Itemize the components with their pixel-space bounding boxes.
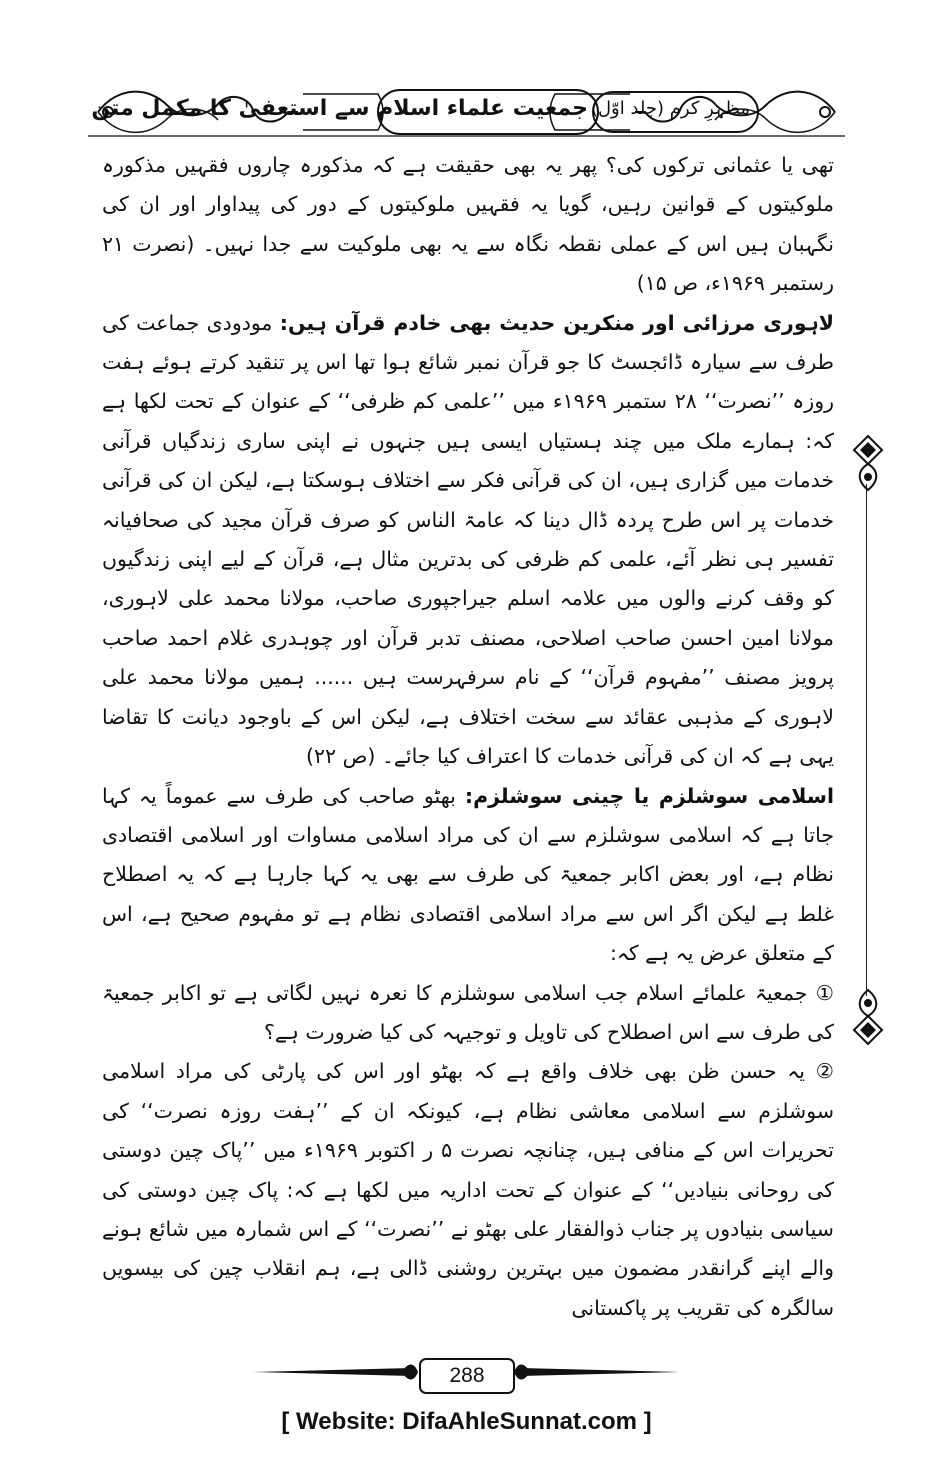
paragraph (102, 146, 834, 304)
margin-rule (866, 484, 867, 996)
paragraph (102, 777, 834, 974)
header-subtitle: مظہرِ کرم (جلد اوّل) (590, 98, 750, 119)
paragraph-text: مودودی جماعت کی طرف سے سیارہ ڈائجسٹ کا جو قرآن نمبر شائع ہوا تھا اس پر تنقید کرتے ہوئے ہفت روزہ ’’نصرت‘‘ ۲۸ ستمبر ۱۹۶۹ء میں ’’علمی کم ظرفی‘‘ کے عنوان کے تحت لکھا ہے کہ: ہمارے ملک میں چند ہستیاں ایسی ہیں جنہوں نے اپنی ساری زندگیاں قرآنی خدمات میں گزاری ہیں، ان کی قرآنی فکر سے اختلاف ہوسکتا ہے، لیکن ان کی قرآنی خدمات پر اس طرح پردہ ڈال دینا کہ عامۃ الناس کو صرف قرآن مجید کی صحافیانہ تفسیر ہی نظر آئے، علمی کم ظرفی کی بدترین مثال ہے، قرآن کے لیے اپنی زندگیوں کو وقف کرنے والوں میں علامہ اسلم جیراجپوری صاحب، مولانا محمد علی لاہوری، مولانا امین احسن صاحب اصلاحی، مصنف تدبر قرآن اور چوہدری غلام احمد صاحب پرویز مصنف ’’مفہوم قرآن‘‘ کے نام سرفہرست ہیں ...... ہمیں مولانا محمد علی لاہوری کے مذہبی عقائد سے سخت اختلاف ہے، لیکن اس کے باوجود دیانت کا تقاضا یہی ہے کہ ان کی قرآنی خدمات کا اعتراف کیا جائے۔ (ص ۲۲) (102, 310, 834, 769)
paragraph-text: ① جمعیۃ علمائے اسلام جب اسلامی سوشلزم کا نعرہ نہیں لگاتی ہے تو اکابر جمعیۃ کی طرف سے اس اصطلاح کی تاویل و توجیہہ کی کیا ضرورت ہے؟ (102, 980, 834, 1044)
paragraph-text: تھی یا عثمانی ترکوں کی؟ پھر یہ بھی حقیقت ہے کہ مذکورہ چاروں فقہیں مذکورہ ملوکیتوں کے قوانین رہیں، گویا یہ فقہیں ملوکیتوں کے دور کی پیداوار اور ان کی نگہبان ہیں اس کے عملی نقطہ نگاہ سے یہ بھی ملوکیت سے جدا نہیں۔ (نصرت ۲۱ رستمبر ۱۹۶۹ء، ص ۱۵) (102, 153, 834, 296)
page-number: 288 (419, 1358, 515, 1394)
floral-ornament-top (848, 434, 888, 492)
body-text (102, 146, 834, 1328)
list-item (102, 1052, 834, 1328)
floral-ornament-bottom (848, 988, 888, 1046)
header-title: جمعیت علماء اسلام سے استعفیٰ کا مکمل متن (91, 96, 588, 121)
paragraph (102, 304, 834, 777)
paragraph-text: بھٹو صاحب کی طرف سے عموماً یہ کہا جاتا ہے کہ اسلامی سوشلزم سے ان کی مراد اسلامی مساوات اور اسلامی اقتصادی نظام ہے، اور بعض اکابر جمعیۃ کی طرف سے بھی یہ کہا جارہا ہے کہ یہ اصطلاح غلط ہے لیکن اگر اس سے مراد اسلامی اقتصادی نظام ہے تو مفہوم صحیح ہے، اس کے متعلق عرض یہ ہے کہ: (102, 783, 834, 966)
running-header (88, 86, 845, 138)
paragraph-heading: اسلامی سوشلزم یا چینی سوشلزم: (464, 783, 834, 808)
paragraph-text: ② یہ حسن ظن بھی خلاف واقع ہے کہ بھٹو اور اس کی پارٹی کی مراد اسلامی سوشلزم سے اسلامی معاشی نظام ہے، کیونکہ ان کے ’’ہفت روزہ نصرت‘‘ کی تحریرات اس کے منافی ہیں، چنانچہ نصرت ۵ ر اکتوبر ۱۹۶۹ء میں ’’پاک چین دوستی کی روحانی بنیادیں‘‘ کے عنوان کے تحت اداریہ میں لکھا ہے کہ: پاک چین دوستی کی سیاسی بنیادوں پر جناب ذوالفقار علی بھٹو نے ’’نصرت‘‘ کے اس شمارہ میں شائع ہونے والے اپنے گرانقدر مضمون میں بہترین روشنی ڈالی ہے، ہم انقلاب چین کی بیسویں سالگرہ کی تقریب پر پاکستانی (102, 1059, 834, 1320)
paragraph-heading: لاہوری مرزائی اور منکرین حدیث بھی خادم قرآن ہیں: (279, 310, 834, 335)
website-footer: [ Website: DifaAhleSunnat.com ] (281, 1408, 652, 1435)
list-item (102, 974, 834, 1053)
